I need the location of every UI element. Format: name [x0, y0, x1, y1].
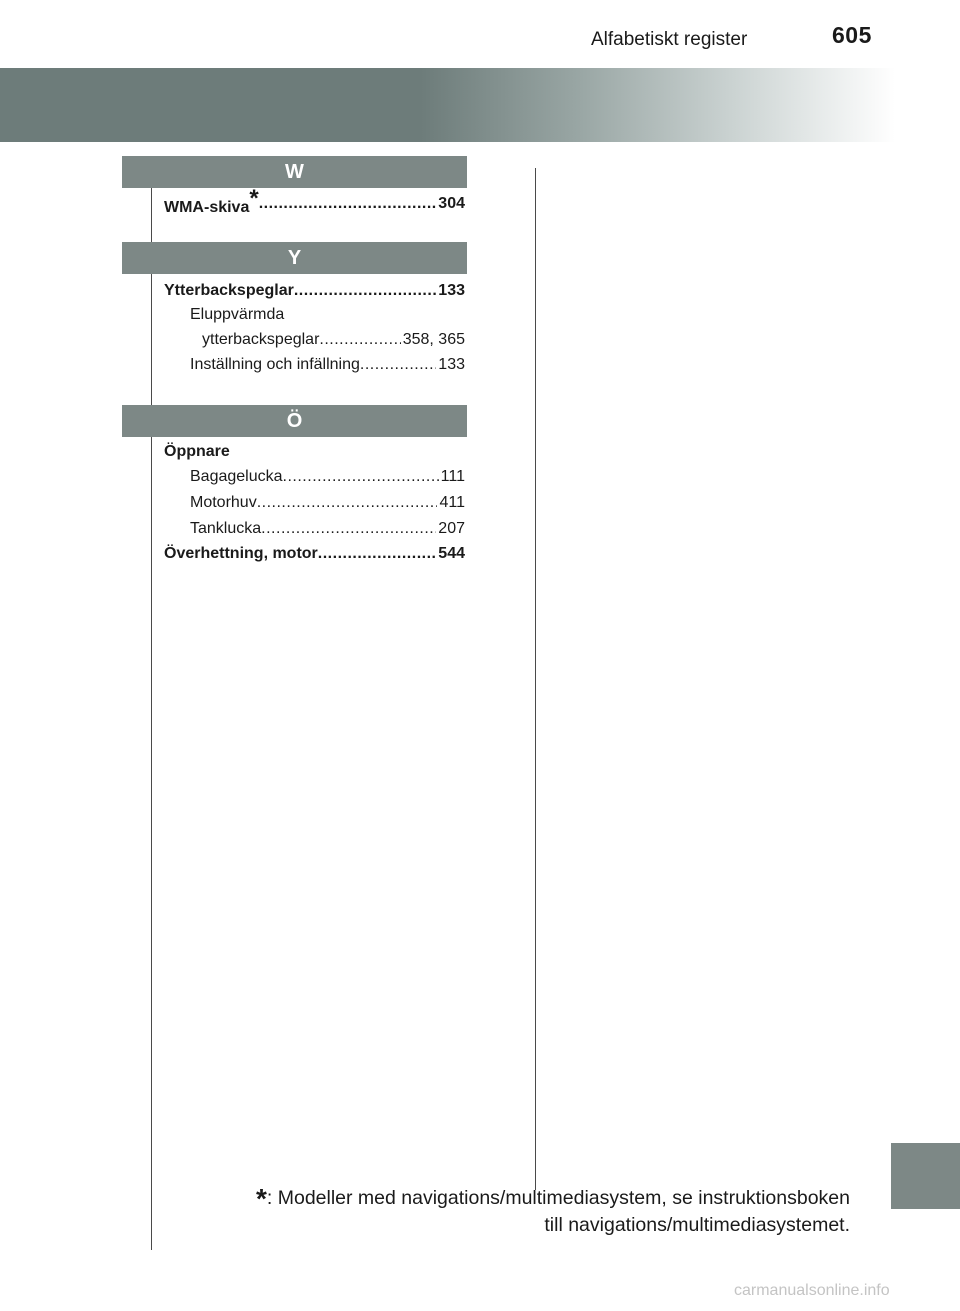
middle-column-rule	[535, 168, 536, 1190]
leader-dots	[283, 467, 439, 487]
footnote	[150, 1185, 850, 1238]
entry-label: Inställning och infällning	[190, 356, 360, 373]
entry-page: 304	[438, 195, 465, 212]
left-column-rule	[151, 185, 152, 1250]
letter-bar-w: W	[122, 156, 467, 188]
leader-dots	[294, 281, 436, 301]
leader-dots	[318, 544, 437, 564]
leader-dots	[360, 355, 436, 375]
watermark: carmanualsonline.info	[734, 1282, 890, 1299]
entry-page: 207	[438, 520, 465, 537]
footnote-line-1: : Modeller med navigations/multimediasystem, se instruktionsboken	[266, 1187, 850, 1209]
index-entry-overhettning[interactable]	[164, 544, 465, 564]
entry-page: 133	[438, 282, 465, 299]
leader-dots	[259, 194, 437, 218]
chapter-tab-marker	[891, 1143, 960, 1209]
entry-page: 358, 365	[402, 331, 465, 348]
page-number: 605	[832, 22, 872, 48]
index-subentry-bagagelucka[interactable]	[190, 467, 465, 487]
entry-label: Motorhuv	[190, 494, 257, 511]
footnote-line-2: till navigations/multimediasystemet.	[544, 1214, 850, 1236]
leader-dots	[261, 519, 436, 539]
section-title: Alfabetiskt register	[591, 29, 748, 50]
entry-label: WMA-skiva	[164, 199, 250, 216]
letter-bar-o-umlaut: Ö	[122, 405, 467, 437]
entry-label: Ytterbackspeglar	[164, 282, 294, 299]
index-subentry-ytterbackspeglar[interactable]	[202, 330, 465, 350]
header-band	[0, 68, 895, 142]
entry-page: 411	[439, 494, 465, 511]
leader-dots	[257, 493, 438, 513]
entry-page: 133	[438, 356, 465, 373]
index-subentry-eluppvarmda: Eluppvärmda	[190, 306, 285, 323]
index-entry-oppnare: Öppnare	[164, 443, 230, 460]
index-entry-wma-skiva[interactable]	[164, 185, 465, 218]
entry-page: 111	[440, 468, 465, 485]
entry-page: 544	[438, 545, 465, 562]
asterisk-marker: *	[249, 185, 259, 212]
leader-dots	[319, 330, 400, 350]
entry-label: Överhettning, motor	[164, 545, 318, 562]
letter-bar-y: Y	[122, 242, 467, 274]
index-subentry-motorhuv[interactable]	[190, 493, 465, 513]
index-subentry-tanklucka[interactable]	[190, 519, 465, 539]
footnote-asterisk: *	[255, 1183, 267, 1214]
index-entry-ytterbackspeglar[interactable]	[164, 281, 465, 301]
entry-label: Tanklucka	[190, 520, 262, 537]
index-subentry-installning[interactable]	[190, 355, 465, 375]
entry-label: ytterbackspeglar	[202, 331, 320, 348]
entry-label: Bagagelucka	[190, 468, 283, 485]
